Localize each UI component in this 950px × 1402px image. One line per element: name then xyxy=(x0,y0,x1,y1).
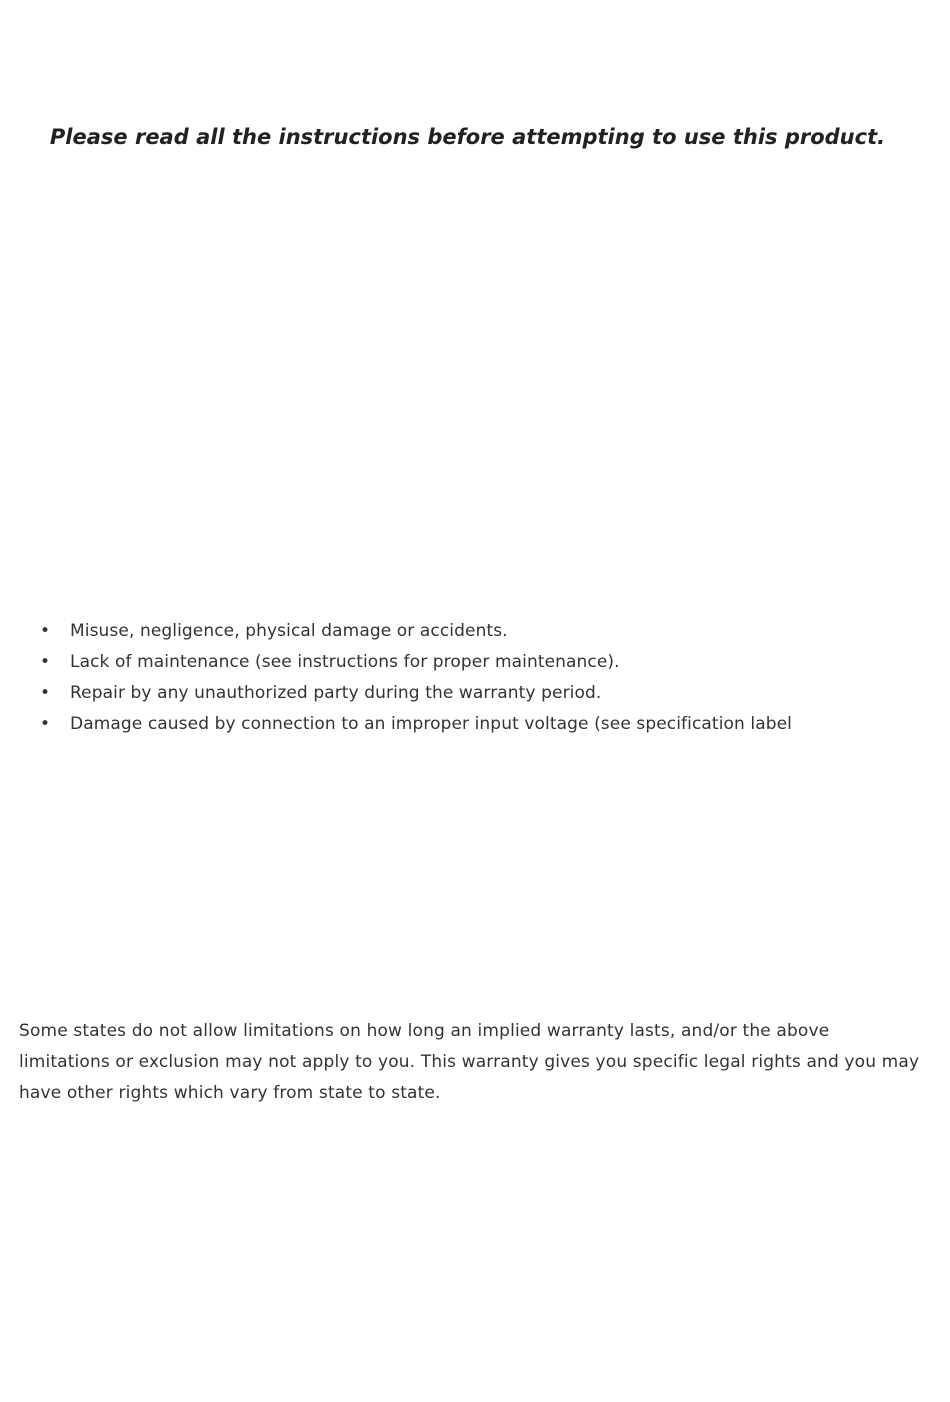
bullet-icon: • xyxy=(40,714,51,734)
list-item-text: Repair by any unauthorized party during the warranty period. xyxy=(70,683,602,703)
bullet-icon: • xyxy=(40,652,51,672)
bullet-icon: • xyxy=(40,621,51,641)
list-item xyxy=(40,647,940,678)
list-item xyxy=(40,616,940,647)
list-item xyxy=(40,678,940,709)
warranty-exclusion-list xyxy=(40,616,940,740)
list-item-text: Misuse, negligence, physical damage or accidents. xyxy=(70,621,508,641)
list-item xyxy=(40,709,940,740)
state-rights-paragraph: Some states do not allow limitations on how long an implied warranty lasts, and/or the above limitations or exclusion may not apply to you. This warranty gives you specific legal rights and you may have other rights which vary from state to state. xyxy=(19,1021,920,1103)
list-item-text: Damage caused by connection to an improper input voltage (see specification label xyxy=(70,714,793,734)
list-item-text: Lack of maintenance (see instructions for proper maintenance). xyxy=(70,652,620,672)
bullet-icon: • xyxy=(40,683,51,703)
page-heading: Please read all the instructions before attempting to use this product. xyxy=(49,125,886,149)
